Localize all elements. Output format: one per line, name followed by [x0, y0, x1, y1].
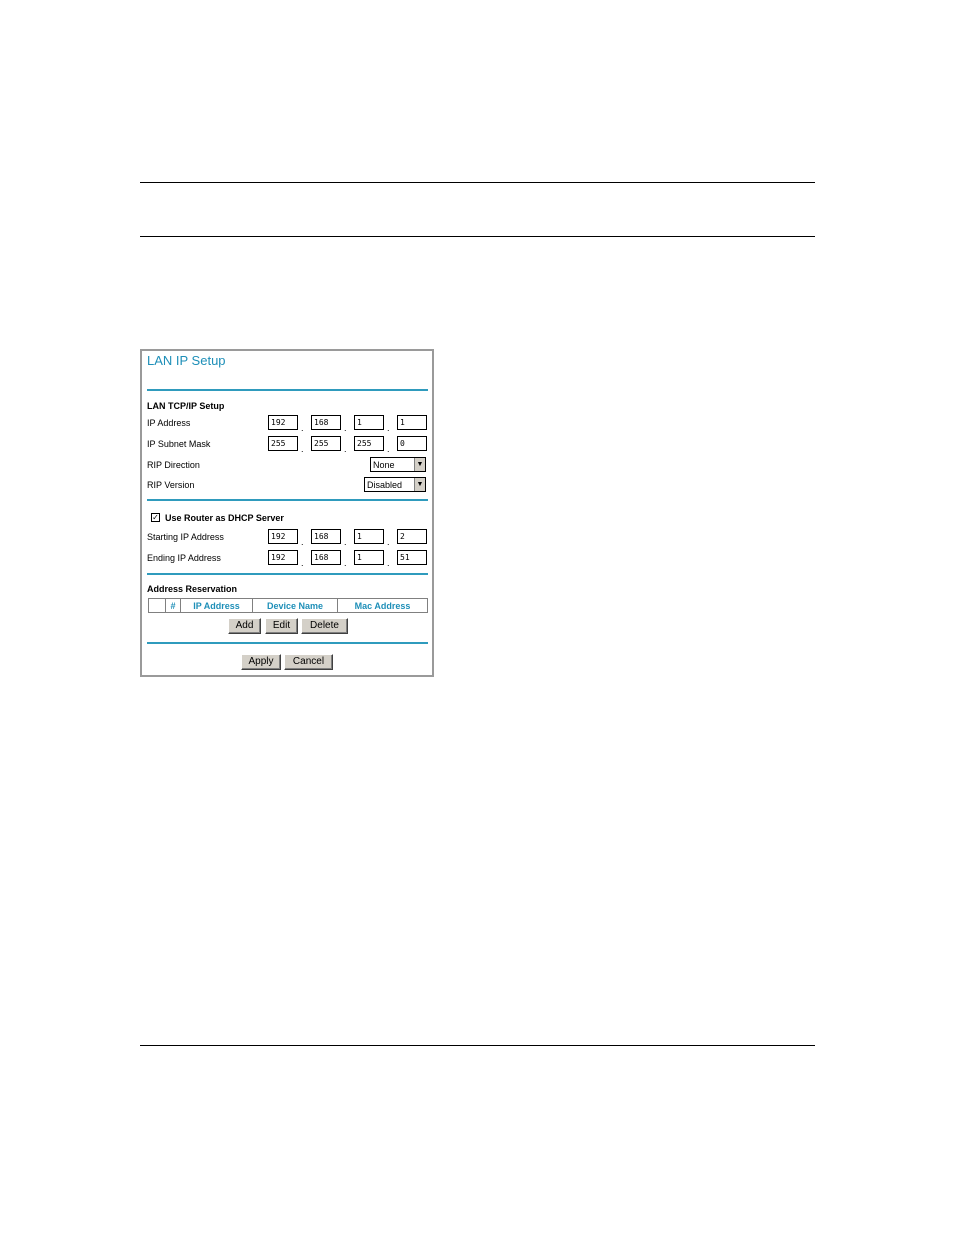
edit-button[interactable]: Edit: [265, 618, 298, 634]
column-header-ip-address: IP Address: [181, 599, 253, 613]
octet-separator: .: [387, 537, 390, 547]
octet-separator: .: [387, 444, 390, 454]
starting-ip-octet-2[interactable]: 168: [311, 529, 341, 544]
address-reservation-table: [148, 598, 428, 613]
add-button[interactable]: Add: [228, 618, 261, 634]
octet-separator: .: [301, 558, 304, 568]
footer-rule: [140, 1045, 815, 1046]
delete-button[interactable]: Delete: [301, 618, 348, 634]
rip-direction-value: None: [373, 460, 395, 470]
rip-version-value: Disabled: [367, 480, 403, 490]
ip-address-octet-4[interactable]: 1: [397, 415, 427, 430]
octet-separator: .: [301, 423, 304, 433]
rip-direction-label: RIP Direction: [147, 460, 200, 470]
lan-ip-setup-panel: [140, 349, 434, 677]
octet-separator: .: [344, 537, 347, 547]
ending-ip-label: Ending IP Address: [147, 553, 221, 563]
ending-ip-octet-2[interactable]: 168: [311, 550, 341, 565]
table-header-row: [149, 599, 428, 613]
dhcp-server-checkbox[interactable]: [151, 513, 160, 522]
octet-separator: .: [301, 444, 304, 454]
ending-ip-octet-1[interactable]: 192: [268, 550, 298, 565]
header-rule: [140, 236, 815, 237]
ending-ip-octet-4[interactable]: 51: [397, 550, 427, 565]
dhcp-server-label: Use Router as DHCP Server: [165, 513, 284, 523]
section-divider: [147, 499, 428, 501]
starting-ip-octet-3[interactable]: 1: [354, 529, 384, 544]
ip-address-octet-3[interactable]: 1: [354, 415, 384, 430]
subnet-mask-label: IP Subnet Mask: [147, 439, 211, 449]
lan-tcpip-heading: LAN TCP/IP Setup: [147, 401, 225, 411]
column-header-select: [149, 599, 166, 613]
subnet-mask-octet-3[interactable]: 255: [354, 436, 384, 451]
rip-version-select[interactable]: [364, 477, 426, 492]
column-header-number: #: [166, 599, 181, 613]
rip-direction-select[interactable]: [370, 457, 426, 472]
octet-separator: .: [344, 558, 347, 568]
top-rule: [140, 182, 815, 183]
cancel-button[interactable]: Cancel: [284, 654, 333, 670]
ip-address-label: IP Address: [147, 418, 191, 428]
ip-address-octet-1[interactable]: 192: [268, 415, 298, 430]
rip-version-label: RIP Version: [147, 480, 195, 490]
column-header-device-name: Device Name: [253, 599, 338, 613]
section-divider: [147, 642, 428, 644]
section-divider: [147, 573, 428, 575]
dropdown-arrow-icon: ▼: [414, 458, 425, 471]
address-reservation-heading: Address Reservation: [147, 584, 238, 594]
octet-separator: .: [387, 558, 390, 568]
starting-ip-octet-4[interactable]: 2: [397, 529, 427, 544]
octet-separator: .: [344, 423, 347, 433]
ip-address-octet-2[interactable]: 168: [311, 415, 341, 430]
dropdown-arrow-icon: ▼: [414, 478, 425, 491]
octet-separator: .: [301, 537, 304, 547]
subnet-mask-octet-4[interactable]: 0: [397, 436, 427, 451]
starting-ip-octet-1[interactable]: 192: [268, 529, 298, 544]
subnet-mask-octet-1[interactable]: 255: [268, 436, 298, 451]
ending-ip-octet-3[interactable]: 1: [354, 550, 384, 565]
apply-button[interactable]: Apply: [241, 654, 281, 670]
subnet-mask-octet-2[interactable]: 255: [311, 436, 341, 451]
checkmark-icon: ✓: [152, 513, 159, 522]
octet-separator: .: [387, 423, 390, 433]
title-divider: [147, 389, 428, 391]
column-header-mac-address: Mac Address: [338, 599, 428, 613]
starting-ip-label: Starting IP Address: [147, 532, 224, 542]
page-title: LAN IP Setup: [147, 353, 226, 368]
octet-separator: .: [344, 444, 347, 454]
